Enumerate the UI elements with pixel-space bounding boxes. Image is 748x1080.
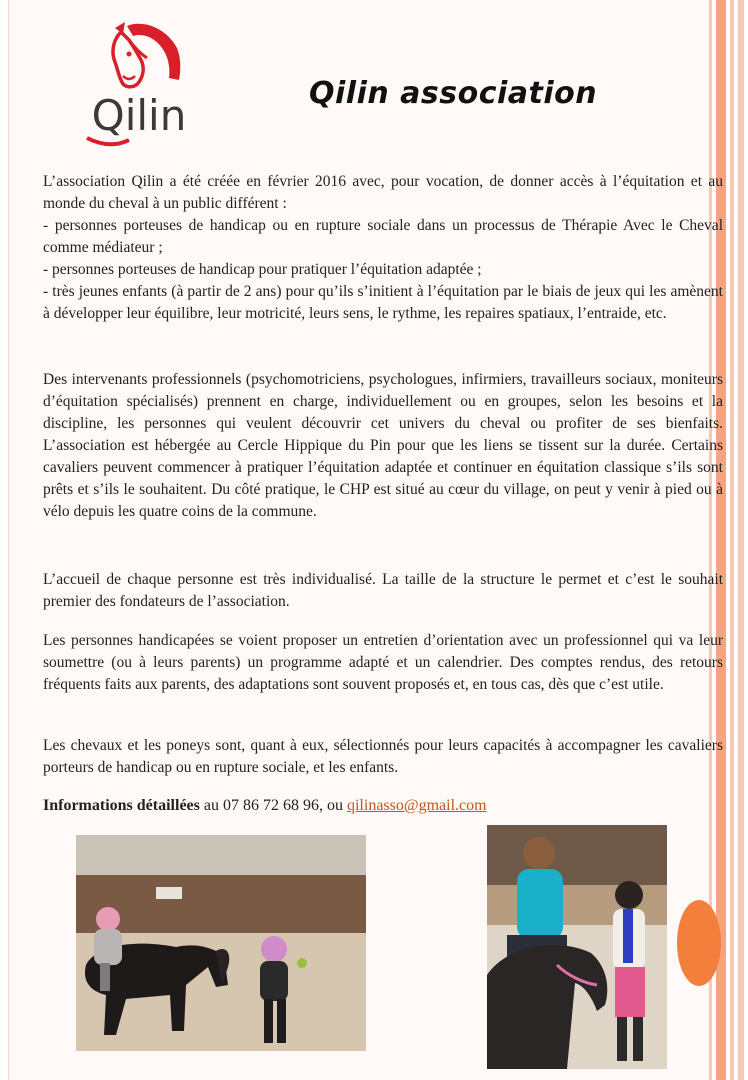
- document-page: [8, 0, 723, 1080]
- photo-woman-girl-pony: [487, 825, 667, 1069]
- paragraph-handicap: Les personnes handicapées se voient proposer un entretien d’orientation avec un professionnel qui va leur soumettre (ou à leurs parents) un programme adapté et un calendrier. Des comptes rendus, des retours fréquents faits aux parents, des adaptations sont souvent proposés et, en tous cas, dès que c’est utile.: [43, 632, 723, 693]
- page-title: Qilin association: [309, 76, 598, 111]
- logo-wordmark: Qilin: [91, 91, 187, 140]
- contact-line: [43, 795, 723, 817]
- email-link[interactable]: qilinasso@gmail.com: [346, 797, 487, 814]
- paragraph-accueil: L’accueil de chaque personne est très individualisé. La taille de la structure le permet et c’est le souhait premier des fondateurs de l’association.: [43, 571, 723, 610]
- photo-children-pony: [76, 835, 366, 1051]
- intro-line-2: - personnes porteuses de handicap ou en rupture sociale dans un processus de Thérapie Avec le Cheval comme médiateur ;: [43, 217, 723, 256]
- qilin-logo: [69, 18, 209, 158]
- paragraph-chevaux: Les chevaux et les poneys sont, quant à eux, sélectionnés pour leurs capacités à accompagner les cavaliers porteurs de handicap ou en rupture sociale, et les enfants.: [43, 737, 723, 776]
- paragraph-intervenants: Des intervenants professionnels (psychomotriciens, psychologues, infirmiers, travailleurs sociaux, moniteurs d’équitation spécialisés) prennent en charge, individuellement ou en groupes, selon les besoins et la discipline, les personnes qui veulent découvrir cet univers du cheval ou profiter de ses bienfaits. L’association est hébergée au Cercle Hippique du Pin pour que les liens se tissent sur la durée. Certains cavaliers peuvent commencer à pratiquer l’équitation adaptée et continuer en équitation classique s’ils sont prêts et s’ils le souhaitent. Du côté pratique, le CHP est situé au cœur du village, on peut y venir à pied ou à vélo depuis les quatre coins de la commune.: [43, 371, 723, 520]
- decorative-oval: [677, 900, 721, 986]
- paragraph-intro: [43, 171, 723, 325]
- intro-line-4: - très jeunes enfants (à partir de 2 ans) pour qu’ils s’initient à l’équitation par le biais de jeux qui les amènent à développer leur équilibre, leur motricité, leurs sens, le rythme, les repaires spatiaux, l’entraide, etc.: [43, 283, 723, 322]
- intro-line-3: - personnes porteuses de handicap pour pratiquer l’équitation adaptée ;: [43, 261, 482, 278]
- contact-phone: au 07 86 72 68 96, ou: [199, 797, 347, 814]
- contact-label: Informations détaillées: [43, 797, 200, 814]
- intro-line-1: L’association Qilin a été créée en février 2016 avec, pour vocation, de donner accès à l’équitation et au monde du cheval à un public différent :: [43, 173, 723, 212]
